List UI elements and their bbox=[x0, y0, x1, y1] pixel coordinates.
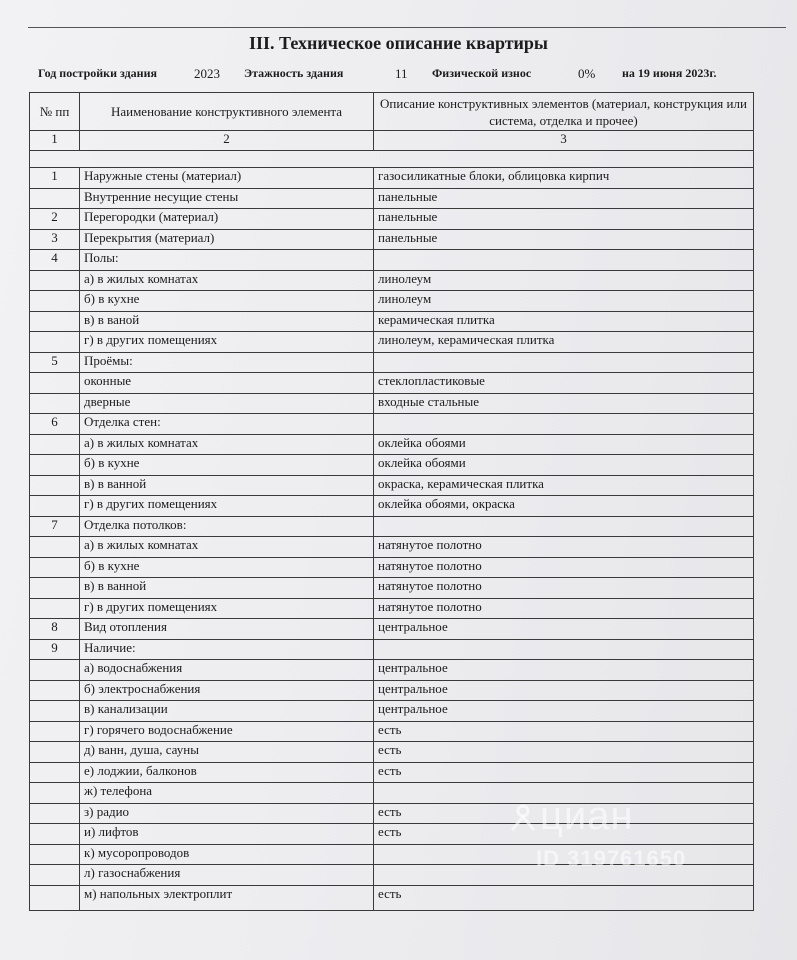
table-row bbox=[30, 270, 754, 291]
row-element-name: Проёмы: bbox=[80, 352, 374, 373]
row-element-name: в) канализации bbox=[80, 701, 374, 722]
technical-description-table bbox=[29, 92, 754, 911]
row-element-name: Вид отопления bbox=[80, 619, 374, 640]
row-element-name: дверные bbox=[80, 393, 374, 414]
table-row bbox=[30, 496, 754, 517]
table-row bbox=[30, 229, 754, 250]
table-row bbox=[30, 352, 754, 373]
row-number bbox=[30, 311, 80, 332]
index-cell: 1 bbox=[30, 131, 80, 151]
table-row bbox=[30, 578, 754, 599]
row-element-description: центральное bbox=[374, 660, 754, 681]
table-row bbox=[30, 332, 754, 353]
header-element-name: Наименование конструктивного элемента bbox=[80, 93, 374, 131]
row-number bbox=[30, 270, 80, 291]
table-row bbox=[30, 762, 754, 783]
watermark-brand: циан bbox=[540, 794, 634, 838]
row-element-name: Наличие: bbox=[80, 639, 374, 660]
table-row bbox=[30, 885, 754, 910]
row-element-description: есть bbox=[374, 803, 754, 824]
table-row bbox=[30, 557, 754, 578]
row-element-description bbox=[374, 516, 754, 537]
row-number bbox=[30, 496, 80, 517]
table-row bbox=[30, 783, 754, 804]
watermark-id: ID 319761650 bbox=[536, 846, 687, 871]
row-number: 2 bbox=[30, 209, 80, 230]
row-number bbox=[30, 865, 80, 886]
table-row bbox=[30, 660, 754, 681]
row-element-name: б) электроснабжения bbox=[80, 680, 374, 701]
row-number: 7 bbox=[30, 516, 80, 537]
wear-value: 0% bbox=[578, 66, 596, 81]
row-element-name: Отделка стен: bbox=[80, 414, 374, 435]
floors-label: Этажность здания bbox=[244, 66, 344, 80]
row-number bbox=[30, 885, 80, 910]
row-number: 3 bbox=[30, 229, 80, 250]
row-element-description: натянутое полотно bbox=[374, 557, 754, 578]
row-element-name: б) в кухне bbox=[80, 455, 374, 476]
row-number: 5 bbox=[30, 352, 80, 373]
row-element-name: б) в кухне bbox=[80, 557, 374, 578]
table-row bbox=[30, 639, 754, 660]
row-element-description: линолеум bbox=[374, 270, 754, 291]
row-element-description: панельные bbox=[374, 229, 754, 250]
row-element-description: натянутое полотно bbox=[374, 578, 754, 599]
row-element-name: Перекрытия (материал) bbox=[80, 229, 374, 250]
row-number bbox=[30, 844, 80, 865]
table-row bbox=[30, 865, 754, 886]
table-row bbox=[30, 168, 754, 189]
row-number bbox=[30, 783, 80, 804]
row-element-name: Внутренние несущие стены bbox=[80, 188, 374, 209]
row-element-description: есть bbox=[374, 742, 754, 763]
table-row bbox=[30, 537, 754, 558]
row-number bbox=[30, 475, 80, 496]
row-element-name: оконные bbox=[80, 373, 374, 394]
row-number bbox=[30, 393, 80, 414]
row-element-name: к) мусоропроводов bbox=[80, 844, 374, 865]
row-element-description: панельные bbox=[374, 209, 754, 230]
row-element-name: в) в ванной bbox=[80, 578, 374, 599]
table-row bbox=[30, 680, 754, 701]
blank-cell bbox=[30, 151, 754, 168]
row-element-description: центральное bbox=[374, 701, 754, 722]
row-element-name: л) газоснабжения bbox=[80, 865, 374, 886]
row-element-name: г) в других помещениях bbox=[80, 496, 374, 517]
row-element-name: а) в жилых комнатах bbox=[80, 270, 374, 291]
row-element-description: газосиликатные блоки, облицовка кирпич bbox=[374, 168, 754, 189]
table-row bbox=[30, 619, 754, 640]
row-element-description: линолеум bbox=[374, 291, 754, 312]
row-element-description: центральное bbox=[374, 619, 754, 640]
row-element-description: есть bbox=[374, 762, 754, 783]
row-number bbox=[30, 578, 80, 599]
table-row bbox=[30, 393, 754, 414]
row-element-description bbox=[374, 352, 754, 373]
row-element-name: д) ванн, душа, сауны bbox=[80, 742, 374, 763]
row-number bbox=[30, 434, 80, 455]
row-number: 9 bbox=[30, 639, 80, 660]
table-index-row bbox=[30, 131, 754, 151]
row-element-description: линолеум, керамическая плитка bbox=[374, 332, 754, 353]
row-element-name: г) в других помещениях bbox=[80, 598, 374, 619]
row-number: 1 bbox=[30, 168, 80, 189]
floors-value: 11 bbox=[395, 66, 408, 81]
row-element-description bbox=[374, 783, 754, 804]
row-element-description: оклейка обоями, окраска bbox=[374, 496, 754, 517]
table-row bbox=[30, 516, 754, 537]
header-number: № пп bbox=[30, 93, 80, 131]
row-element-description: натянутое полотно bbox=[374, 598, 754, 619]
top-rule bbox=[28, 27, 786, 28]
row-number bbox=[30, 660, 80, 681]
row-element-description: керамическая плитка bbox=[374, 311, 754, 332]
row-number bbox=[30, 721, 80, 742]
row-number bbox=[30, 373, 80, 394]
row-number bbox=[30, 701, 80, 722]
row-number bbox=[30, 762, 80, 783]
row-element-description: центральное bbox=[374, 680, 754, 701]
table-row bbox=[30, 188, 754, 209]
table-row bbox=[30, 311, 754, 332]
date-text: на 19 июня 2023г. bbox=[622, 66, 717, 80]
year-value: 2023 bbox=[194, 66, 220, 81]
row-element-name: Полы: bbox=[80, 250, 374, 271]
row-element-name: г) горячего водоснабжение bbox=[80, 721, 374, 742]
table-row bbox=[30, 434, 754, 455]
row-element-name: в) в ваной bbox=[80, 311, 374, 332]
table-row bbox=[30, 373, 754, 394]
document-title: III. Техническое описание квартиры bbox=[248, 33, 548, 53]
table-row bbox=[30, 414, 754, 435]
row-number bbox=[30, 598, 80, 619]
table-blank-row bbox=[30, 151, 754, 168]
year-label: Год постройки здания bbox=[38, 66, 157, 80]
index-cell: 3 bbox=[374, 131, 754, 151]
row-element-name: Наружные стены (материал) bbox=[80, 168, 374, 189]
row-number bbox=[30, 455, 80, 476]
row-element-name: е) лоджии, балконов bbox=[80, 762, 374, 783]
row-number bbox=[30, 188, 80, 209]
row-number bbox=[30, 680, 80, 701]
row-element-name: ж) телефона bbox=[80, 783, 374, 804]
row-element-description: есть bbox=[374, 721, 754, 742]
row-element-description: натянутое полотно bbox=[374, 537, 754, 558]
table-header-row bbox=[30, 93, 754, 131]
row-number: 6 bbox=[30, 414, 80, 435]
row-element-description: входные стальные bbox=[374, 393, 754, 414]
row-element-name: и) лифтов bbox=[80, 824, 374, 845]
row-number bbox=[30, 332, 80, 353]
row-element-name: Перегородки (материал) bbox=[80, 209, 374, 230]
table-row bbox=[30, 455, 754, 476]
row-element-name: б) в кухне bbox=[80, 291, 374, 312]
row-number bbox=[30, 537, 80, 558]
index-cell: 2 bbox=[80, 131, 374, 151]
row-element-name: а) в жилых комнатах bbox=[80, 434, 374, 455]
table-row bbox=[30, 250, 754, 271]
table-row bbox=[30, 844, 754, 865]
row-element-description bbox=[374, 414, 754, 435]
table-row bbox=[30, 475, 754, 496]
table-row bbox=[30, 209, 754, 230]
row-element-description bbox=[374, 844, 754, 865]
row-element-description: стеклопластиковые bbox=[374, 373, 754, 394]
row-number bbox=[30, 803, 80, 824]
row-element-name: а) водоснабжения bbox=[80, 660, 374, 681]
row-element-description: есть bbox=[374, 824, 754, 845]
row-number: 4 bbox=[30, 250, 80, 271]
table-row bbox=[30, 803, 754, 824]
table-row bbox=[30, 291, 754, 312]
row-element-description: окраска, керамическая плитка bbox=[374, 475, 754, 496]
row-element-name: м) напольных электроплит bbox=[80, 885, 374, 910]
row-number bbox=[30, 742, 80, 763]
table-row bbox=[30, 721, 754, 742]
row-element-name: г) в других помещениях bbox=[80, 332, 374, 353]
row-element-description bbox=[374, 250, 754, 271]
row-element-description: панельные bbox=[374, 188, 754, 209]
table-row bbox=[30, 701, 754, 722]
header-element-description: Описание конструктивных элементов (материал, конструкция или система, отделка и прочее) bbox=[374, 93, 754, 131]
row-number bbox=[30, 291, 80, 312]
wear-label: Физической износ bbox=[432, 66, 532, 80]
row-number: 8 bbox=[30, 619, 80, 640]
row-element-name: з) радио bbox=[80, 803, 374, 824]
table-row bbox=[30, 742, 754, 763]
row-element-description: оклейка обоями bbox=[374, 455, 754, 476]
row-number bbox=[30, 824, 80, 845]
table-row bbox=[30, 598, 754, 619]
row-element-description: оклейка обоями bbox=[374, 434, 754, 455]
row-element-description bbox=[374, 865, 754, 886]
row-element-description bbox=[374, 639, 754, 660]
row-number bbox=[30, 557, 80, 578]
row-element-name: в) в ванной bbox=[80, 475, 374, 496]
row-element-description: есть bbox=[374, 885, 754, 910]
row-element-name: Отделка потолков: bbox=[80, 516, 374, 537]
table-row bbox=[30, 824, 754, 845]
row-element-name: а) в жилых комнатах bbox=[80, 537, 374, 558]
